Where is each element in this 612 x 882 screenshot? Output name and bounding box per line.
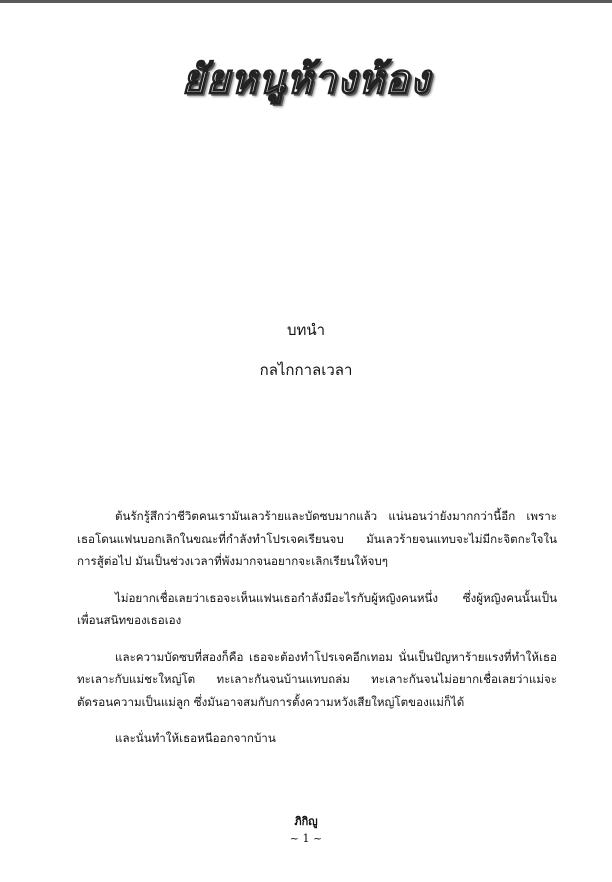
author-name: ภิกิญู	[294, 815, 318, 828]
paragraph: ไม่อยากเชื่อเลยว่าเธอจะเห็นแฟนเธอกำลังมีอะไรกับผู้หญิงคนหนึ่ง ซึ่งผู้หญิงคนนั้นเป็นเพื่อนสนิทของเธอเอง	[77, 590, 557, 627]
chapter-heading: บทนำ	[286, 321, 326, 339]
title-logo	[150, 44, 462, 114]
body-text	[77, 505, 557, 764]
paragraph: และนั่นทำให้เธอหนีออกจากบ้าน	[115, 731, 276, 745]
page-number: ~ 1 ~	[289, 832, 323, 845]
paragraph: ต้นรักรู้สึกว่าชีวิตคนเรามันเลวร้ายและบัดซบมากแล้ว แน่นอนว่ายังมากกว่านี้อีก เพราะเธอโดนแฟนบอกเลิกในขณะที่กำลังทำโปรเจคเรียนจบ มันเลวร้ายจนแทบจะไม่มีกะจิตกะใจในการสู้ต่อไป มันเป็นช่วงเวลาที่พังมากจนอยากจะเลิกเรียนให้จบๆ	[77, 509, 557, 568]
top-border	[0, 0, 612, 3]
logo-text: ยัยหนูห้างห้อง	[181, 56, 431, 103]
paragraph: และความบัดซบที่สองก็คือ เธอจะต้องทำโปรเจคอีกเทอม นั่นเป็นปัญหาร้ายแรงที่ทำให้เธอทะเลาะกับแม่ชะใหญ่โต ทะเลาะกันจนบ้านแทบถล่ม ทะเลาะกันจนไม่อยากเชื่อเลยว่าแม่จะตัดรอนความเป็นแม่ลูก ซึ่งมันอาจสมกับการตั้งความหวังเสียใหญ่โตของแม่ก็ได้	[77, 649, 557, 709]
chapter-subheading: กลไกกาลเวลา	[259, 361, 353, 379]
